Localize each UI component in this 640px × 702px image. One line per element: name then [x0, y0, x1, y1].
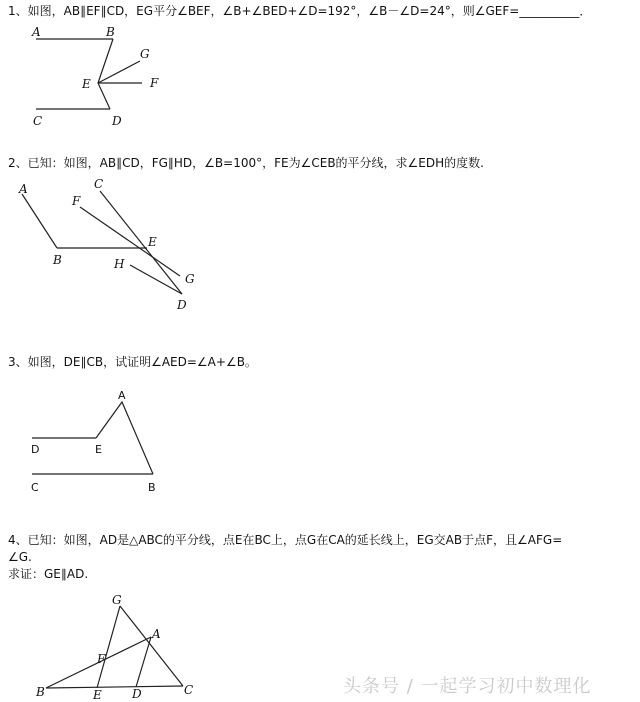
point-label-f: F	[72, 194, 81, 208]
point-label-c: C	[184, 683, 194, 697]
point-label-c: C	[94, 177, 104, 191]
point-label-a: A	[19, 182, 28, 196]
problem-4-figure	[30, 592, 210, 702]
point-label-h: H	[114, 257, 125, 271]
problem-1-tail: ．	[579, 4, 592, 18]
problem-2-number: 2、	[8, 156, 28, 170]
point-label-d: D	[112, 114, 122, 128]
point-label-g: G	[112, 593, 122, 607]
point-label-a: A	[118, 389, 126, 402]
problem-3-figure	[20, 385, 180, 500]
problem-3-statement	[8, 354, 257, 371]
problem-4-text-line3: 求证：GE∥AD.	[8, 567, 89, 581]
point-label-g: G	[140, 47, 150, 61]
point-label-a: A	[32, 25, 41, 39]
point-label-g: G	[185, 272, 195, 286]
problem-4-text-line2: ∠G.	[8, 550, 32, 564]
problem-1-text: 如图，AB∥EF∥CD，EG平分∠BEF，∠B+∠BED+∠D=192°，∠B－∠D=24°，则∠GEF=	[27, 4, 520, 18]
point-label-f: F	[150, 76, 159, 90]
segment-ge	[97, 606, 120, 688]
problem-1-figure	[20, 22, 180, 132]
point-label-b: B	[53, 253, 62, 267]
point-label-e: E	[82, 77, 91, 91]
problem-1-number: 1、	[8, 4, 28, 18]
line-g-c	[120, 606, 183, 686]
segment-bc	[46, 686, 183, 688]
problem-2-figure	[10, 172, 210, 317]
problem-3-number: 3、	[8, 355, 28, 369]
point-label-e: E	[93, 688, 102, 702]
point-label-d: D	[132, 687, 142, 701]
watermark: 头条号 / 一起学习初中数理化	[343, 676, 592, 697]
segment-ab	[22, 194, 57, 248]
point-label-c: C	[31, 481, 39, 494]
problem-4-number: 4、	[8, 533, 28, 547]
point-label-e: E	[148, 235, 157, 249]
segment-ad	[136, 637, 151, 687]
point-label-b: B	[36, 685, 45, 699]
problem-1-answer-blank: __________	[519, 4, 580, 18]
problem-4-statement	[8, 532, 562, 549]
point-label-d: D	[31, 443, 40, 456]
point-label-d: D	[177, 298, 187, 312]
point-label-b: B	[148, 481, 156, 494]
segment-hd	[130, 265, 182, 294]
polyline-e-a-b	[96, 402, 153, 474]
problem-2-statement	[8, 155, 484, 172]
point-label-a: A	[152, 627, 161, 641]
problem-4-statement-cont	[8, 549, 32, 566]
polyline-b-e-d	[98, 39, 113, 109]
problem-4-text-line1: 已知：如图，AD是△ABC的平分线，点E在BC上，点G在CA的延长线上，EG交AB于点F，且∠AFG=	[27, 533, 563, 547]
point-label-c: C	[33, 114, 43, 128]
line-c-d	[100, 191, 182, 294]
problem-4-to-prove	[8, 566, 88, 583]
point-label-b: B	[106, 25, 115, 39]
point-label-f: F	[97, 652, 106, 666]
point-label-e: E	[95, 443, 102, 456]
problem-1-statement	[8, 3, 591, 20]
problem-2-text: 已知：如图，AB∥CD，FG∥HD，∠B=100°，FE为∠CEB的平分线，求∠EDH的度数.	[27, 156, 484, 170]
problem-3-text: 如图，DE∥CB，试证明∠AED=∠A+∠B。	[27, 355, 257, 369]
